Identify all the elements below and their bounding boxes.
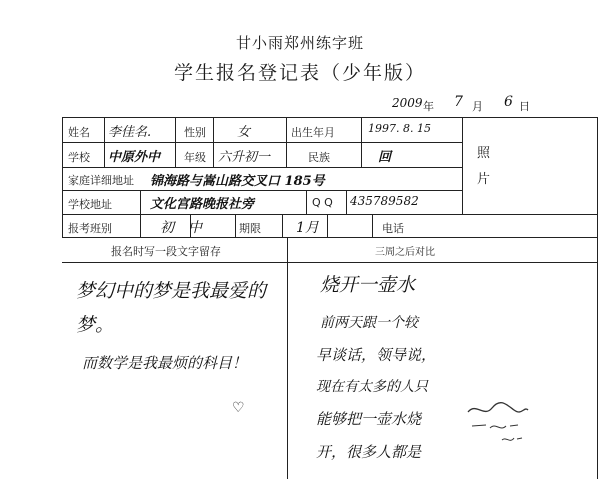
date-year: 2009: [392, 96, 423, 110]
grid-line: [62, 237, 598, 238]
signature-mark: [462, 398, 532, 448]
compare-line-2: 前两天跟一个较: [320, 315, 418, 331]
grid-line: [140, 190, 141, 237]
value-home-address: 锦海路与嵩山路交叉口 185号: [150, 174, 325, 189]
grid-line: [327, 214, 328, 237]
grid-line: [175, 117, 176, 167]
label-school-address: 学校地址: [68, 198, 112, 211]
grid-line: [306, 190, 307, 214]
date-day: 6: [504, 94, 513, 110]
label-phone: 电话: [382, 222, 404, 235]
form-title: 学生报名登记表（少年版）: [173, 62, 426, 84]
grid-line: [213, 117, 214, 167]
grid-line: [287, 237, 288, 479]
label-grade: 年级: [184, 151, 206, 164]
label-home-address: 家庭详细地址: [68, 174, 134, 187]
label-qq: Q Q: [312, 196, 333, 209]
grid-line: [372, 214, 373, 237]
grid-line: [282, 214, 283, 237]
photo-label-2: 片: [477, 172, 491, 187]
label-birth: 出生年月: [291, 126, 335, 139]
date-month-unit: 月: [472, 100, 483, 113]
label-ethnicity: 民族: [308, 151, 330, 164]
value-qq: 435789582: [350, 194, 419, 208]
compare-line-1: 烧开一壶水: [320, 274, 416, 296]
message-line-3: 而数学是我最烦的科目！: [82, 354, 248, 372]
grid-line: [235, 214, 236, 237]
value-ethnicity: 回: [378, 150, 392, 165]
message-header: 报名时写一段文字留存: [111, 245, 221, 258]
label-gender: 性别: [184, 126, 206, 139]
message-line-4: ♡: [232, 400, 245, 416]
grid-line: [62, 117, 598, 118]
photo-label-1: 照: [477, 146, 491, 161]
compare-line-4: 现在有太多的人只: [316, 379, 428, 395]
value-gender: 女: [237, 125, 251, 140]
value-grade: 六升初一: [218, 150, 271, 165]
grid-line: [286, 117, 287, 167]
grid-line: [62, 190, 462, 191]
date-month: 7: [454, 94, 463, 110]
compare-header: 三周之后对比: [375, 247, 435, 258]
message-line-1: 梦幻中的梦是我最爱的: [76, 280, 267, 302]
value-birth: 1997. 8. 15: [368, 122, 431, 135]
value-school-address: 文化宫路晚报社旁: [150, 197, 255, 212]
compare-line-6: 开，很多人都是: [316, 443, 422, 461]
compare-line-5: 能够把一壶水烧: [316, 410, 422, 428]
grid-line: [462, 117, 463, 214]
grid-line: [62, 117, 63, 237]
teacher-signature: [462, 398, 532, 452]
grid-line: [597, 117, 598, 479]
grid-line: [62, 262, 598, 263]
date-day-unit: 日: [519, 100, 530, 113]
grid-line: [104, 117, 105, 167]
date-year-unit: 年: [423, 100, 434, 113]
compare-line-3: 早谈话，领导说，: [316, 346, 437, 364]
value-name: 李佳名.: [108, 125, 152, 140]
grid-line: [62, 214, 598, 215]
value-school: 中原外中: [108, 150, 161, 165]
label-name: 姓名: [68, 126, 90, 139]
label-school: 学校: [68, 151, 90, 164]
value-period: 1月: [296, 220, 319, 236]
grid-line: [62, 142, 462, 143]
grid-line: [361, 117, 362, 167]
org-title: 甘小雨郑州练字班: [235, 34, 364, 52]
label-class-type: 报考班别: [68, 222, 112, 235]
value-class-type: 初 中: [160, 220, 202, 236]
message-line-2: 梦。: [76, 314, 115, 336]
grid-line: [346, 190, 347, 214]
label-period: 期限: [239, 222, 261, 235]
grid-line: [62, 167, 462, 168]
